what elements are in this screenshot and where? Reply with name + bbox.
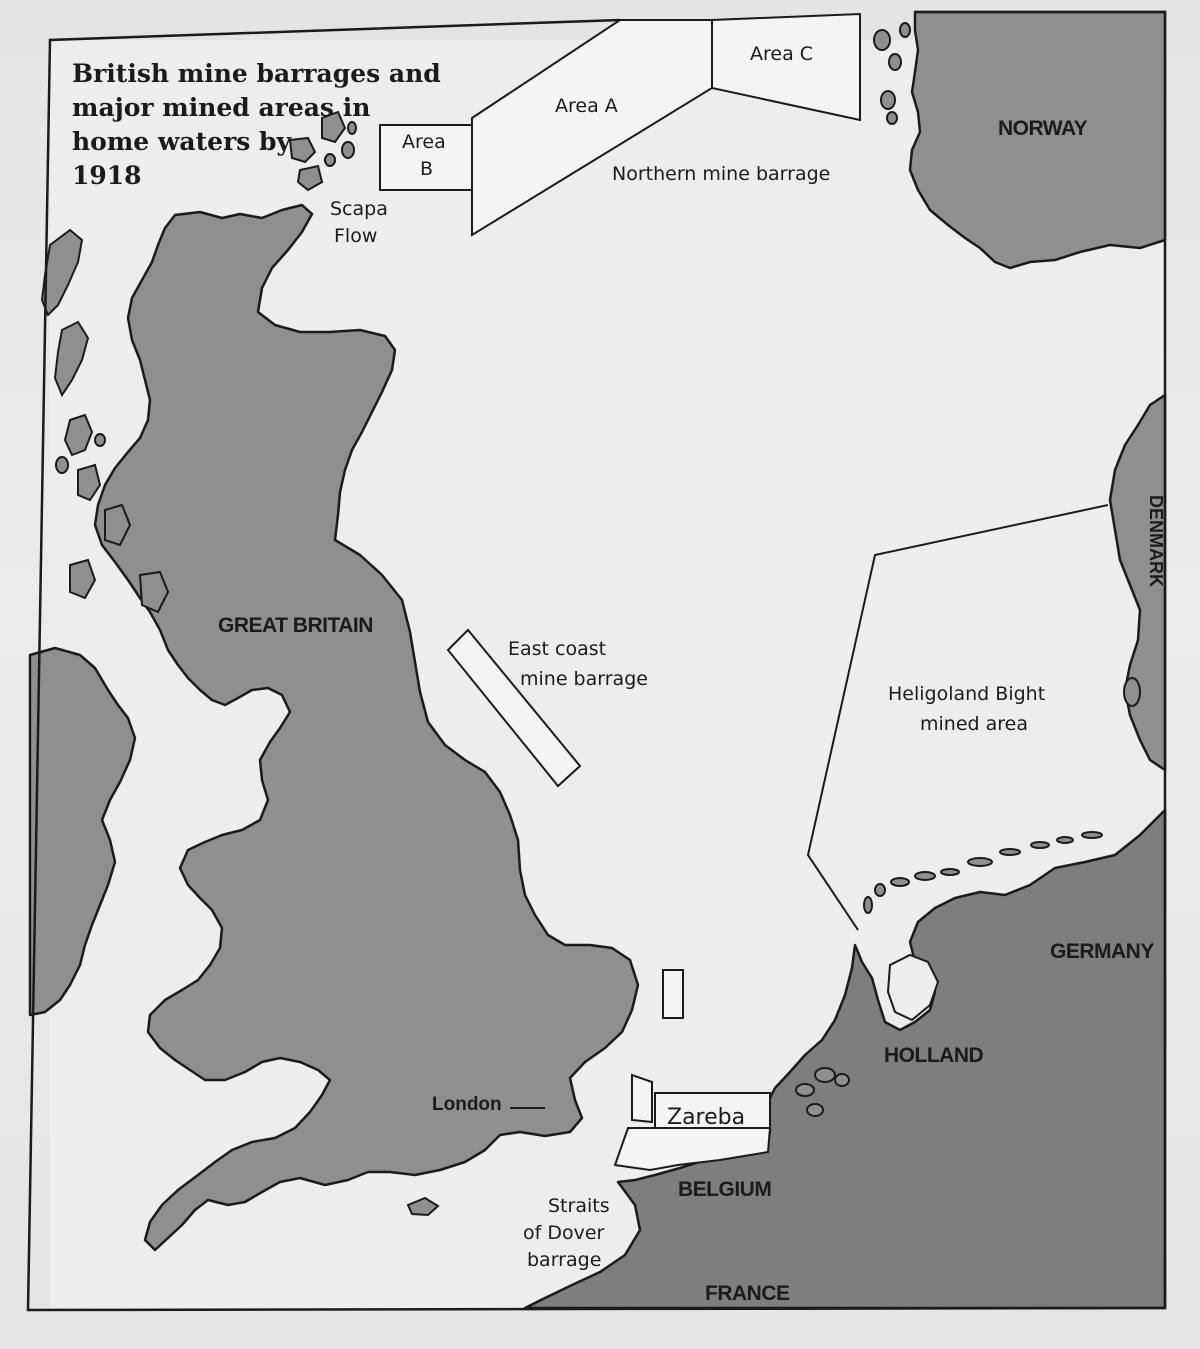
- title-line-4: 1918: [72, 161, 142, 190]
- title-line-1: British mine barrages and: [72, 59, 441, 88]
- east-anglia-barrage-zone: [663, 970, 683, 1018]
- dover-strip-zone: [632, 1075, 652, 1122]
- east-coast-label-2: mine barrage: [520, 668, 648, 690]
- northern-barrage-label: Northern mine barrage: [612, 163, 831, 185]
- denmark-label: DENMARK: [1146, 495, 1166, 587]
- title-line-3: home waters by: [72, 127, 292, 156]
- london-label: London: [432, 1094, 502, 1115]
- germany-label: GERMANY: [1050, 940, 1154, 963]
- area-a-label: Area A: [555, 95, 618, 117]
- area-c-label: Area C: [750, 43, 814, 65]
- area-b-label-1: Area: [402, 131, 446, 153]
- belgium-label: BELGIUM: [678, 1178, 772, 1201]
- dover-label-3: barrage: [527, 1249, 602, 1271]
- france-label: FRANCE: [705, 1282, 790, 1305]
- title-line-2: major mined areas in: [72, 93, 371, 122]
- holland-label: HOLLAND: [884, 1044, 984, 1067]
- dover-label-2: of Dover: [523, 1222, 605, 1244]
- heligoland-label-1: Heligoland Bight: [888, 683, 1046, 705]
- area-b-label-2: B: [420, 158, 434, 180]
- danish-island: [1124, 678, 1140, 706]
- heligoland-label-2: mined area: [920, 713, 1028, 735]
- scapa-flow-label-1: Scapa: [330, 198, 388, 220]
- east-coast-label-1: East coast: [508, 638, 607, 660]
- zareba-label: Zareba: [667, 1105, 746, 1130]
- scapa-flow-label-2: Flow: [334, 225, 378, 247]
- dover-label-1: Straits: [548, 1195, 610, 1217]
- great-britain-label: GREAT BRITAIN: [218, 614, 373, 637]
- norway-label: NORWAY: [998, 117, 1088, 140]
